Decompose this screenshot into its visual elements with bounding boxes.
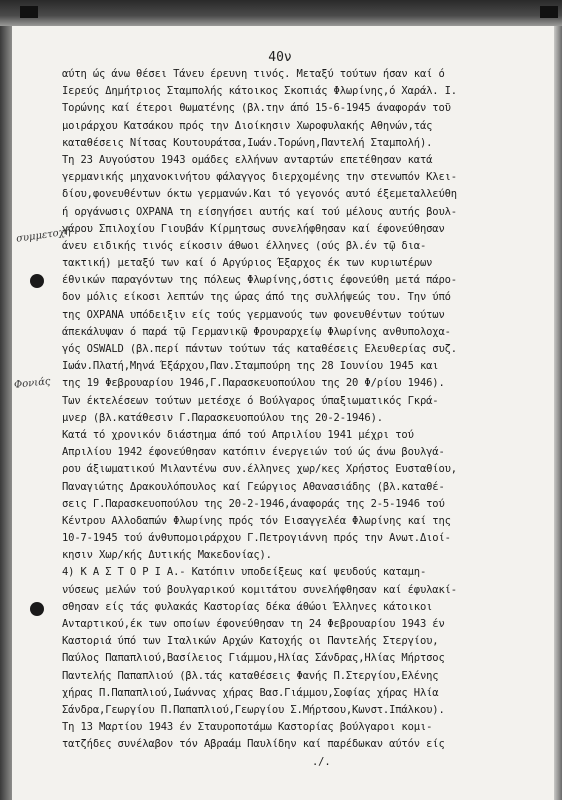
punch-hole <box>30 274 44 288</box>
text-line: δον μόλις είκοσι λεπτών της ώρας άπό της συλλήψεώς του. Την ύπό <box>62 291 451 304</box>
punch-hole <box>30 602 44 616</box>
text-line: άνευ ειδικής τινός είκοσιν άθωοι έλληνες (ούς βλ.έν τῷ δια- <box>62 239 427 252</box>
text-line: μοιράρχου Κατσάκου πρός την Διοίκησιν Χωροφυλακής Αθηνών,τάς <box>62 119 433 132</box>
page-number: 40ν <box>268 50 292 65</box>
text-line: Κέντρου Αλλοδαπών Φλωρίνης πρός τόν Εισαγγελέα Φλωρίνης καί της <box>62 514 451 527</box>
text-line: της 19 Φεβρουαρίου 1946,Γ.Παρασκευοπούλου της 20 Φ/ρίου 1946). <box>62 377 445 390</box>
text-line: Παντελής Παπαπλιού (βλ.τάς καταθέσεις Φανής Π.Στεργίου,Ελένης <box>62 669 439 682</box>
text-line: ./. <box>312 755 331 768</box>
text-line: Καστοριά ύπό των Ιταλικών Αρχών Κατοχής οι Παντελής Στεργίου, <box>62 635 439 648</box>
text-line: κησιν Χωρ/κής Δυτικής Μακεδονίας). <box>62 549 272 562</box>
text-line: αύτη ώς άνω θέσει Τάνευ έρευνη τινός. Μεταξύ τούτων ήσαν καί ό <box>62 68 445 80</box>
text-line: 4) Κ Α Σ Τ Ο Ρ Ι Α.- Κατόπιν υποδείξεως καί ψευδούς καταμη- <box>62 566 427 579</box>
text-line: Τορώνης καί έτεροι θωματένης (βλ.την άπό 15-6-1945 άναφοράν τοῦ <box>62 102 451 115</box>
text-line: Ιερεύς Δημήτριος Σταμπολής κάτοικος Σκοπιάς Φλωρίνης,ό Χαράλ. Ι. <box>62 85 457 98</box>
text-line: τατζήδες συνέλαβον τόν Αβραάμ Παυλίδην καί παρέδωκαν αύτόν είς <box>62 738 445 751</box>
text-line: γάρου Σπιλοχίου Γιουβάν Κίρμητσως συνελήφθησαν καί έφονεύθησαν <box>62 222 445 235</box>
scan-left-edge <box>0 26 12 800</box>
text-line: σθησαν είς τάς φυλακάς Καστορίας δέκα άθώοι Έλληνες κάτοικοι <box>62 600 433 613</box>
text-line: της ΟΧΡΑΝΑ υπόδειξιν είς τούς γερμανούς των φονευθέντων τούτων <box>62 308 445 321</box>
text-line: Παύλος Παπαπλιού,Βασίλειος Γιάμμου,Ηλίας Σάνδρας,Ηλίας Μήρτσος <box>62 652 445 665</box>
text-line: Σάνδρα,Γεωργίου Π.Παπαπλιού,Γεωργίου Σ.Μήρτσου,Κωνστ.Ιπάλκου). <box>62 703 445 716</box>
typed-text-body <box>62 66 532 771</box>
text-line: ρου άξιωματικού Μιλαντένω συν.έλληνες χωρ/κες Χρήστος Ευσταθίου, <box>62 463 457 476</box>
text-line: Ανταρτικού,έκ των οποίων έφονεύθησαν τη 24 Φεβρουαρίου 1943 έν <box>62 618 445 630</box>
text-line: Παναγιώτης Δρακουλόπουλος καί Γεώργιος Αθανασιάδης (βλ.καταθέ- <box>62 480 445 493</box>
text-line: τακτική) μεταξύ των καί ό Αργύριος Έξαρχος έκ των κυριωτέρων <box>62 257 433 270</box>
binder-hole <box>540 6 558 18</box>
binder-hole <box>20 6 38 18</box>
text-line: Απριλίου 1942 έφονεύθησαν κατόπιν ένεργειών τού ώς άνω βουλγά- <box>62 446 445 459</box>
text-line: καταθέσεις Νίτσας Κουτουράτσα,Ιωάν.Τορώνη,Παντελή Σταμπολή). <box>62 136 433 149</box>
text-line: ή οργάνωσις ΟΧΡΑΝΑ τη είσηγήσει αυτής καί τού μέλους αυτής βουλ- <box>62 205 457 218</box>
text-line: 10-7-1945 τού άνθυπομοιράρχου Γ.Πετρογιάννη πρός την Ανωτ.Διοί- <box>62 532 451 545</box>
text-line: γερμανικής μηχανοκινήτου φάλαγγος διερχομένης την στενωπόν Κλει- <box>62 171 457 184</box>
margin-note: συμμετοχή <box>15 226 72 245</box>
text-line: σεις Γ.Παρασκευοπούλου της 20-2-1946,άναφοράς της 2-5-1946 τού <box>62 497 445 510</box>
text-line: δίου,φονευθέντων όκτω γερμανών.Και τό γεγονός αυτό έξεμεταλλεύθη <box>62 188 457 201</box>
text-line: έθνικών παραγόντων της πόλεως Φλωρίνης,όστις έφονεύθη μετά πάρο- <box>62 274 457 287</box>
text-line: νύσεως μελών τού βουλγαρικού κομιτάτου συνελήφθησαν καί έφυλακί- <box>62 583 457 596</box>
scan-right-edge <box>554 26 562 800</box>
text-line: Ιωάν.Πλατή,Μηνά Έξάρχου,Παν.Σταμπούρη της 28 Ιουνίου 1945 και <box>62 360 439 373</box>
text-line: γός OSWALD (βλ.περί πάντων τούτων τάς καταθέσεις Ελευθερίας συζ. <box>62 343 457 355</box>
scan-top-edge <box>0 0 562 26</box>
text-line: χήρας Π.Παπαπλιού,Ιωάννας χήρας Βασ.Γιάμμου,Σοφίας χήρας Ηλία <box>62 686 439 699</box>
text-line: Κατά τό χρονικόν διάστημα άπό τού Απριλίου 1941 μέχρι τού <box>62 428 414 441</box>
text-line: Των έκτελέσεων τούτων μετέσχε ό Βούλγαρος ύπαξιωματικός Γκρά- <box>62 394 439 407</box>
text-line: Τη 23 Αυγούστου 1943 ομάδες ελλήνων ανταρτών επετέθησαν κατά <box>62 153 433 166</box>
margin-note: Φονιάς <box>13 376 52 391</box>
text-line: μνερ (βλ.κατάθεσιν Γ.Παρασκευοπούλου της 20-2-1946). <box>62 411 383 424</box>
text-line: άπεκάλυψαν ό παρά τῷ Γερμανικῷ Φρουραρχείῳ Φλωρίνης ανθυπολοχα- <box>62 325 451 338</box>
text-line: Τη 13 Μαρτίου 1943 έν Σταυροποτάμω Καστορίας βούλγαροι κομι- <box>62 721 433 734</box>
